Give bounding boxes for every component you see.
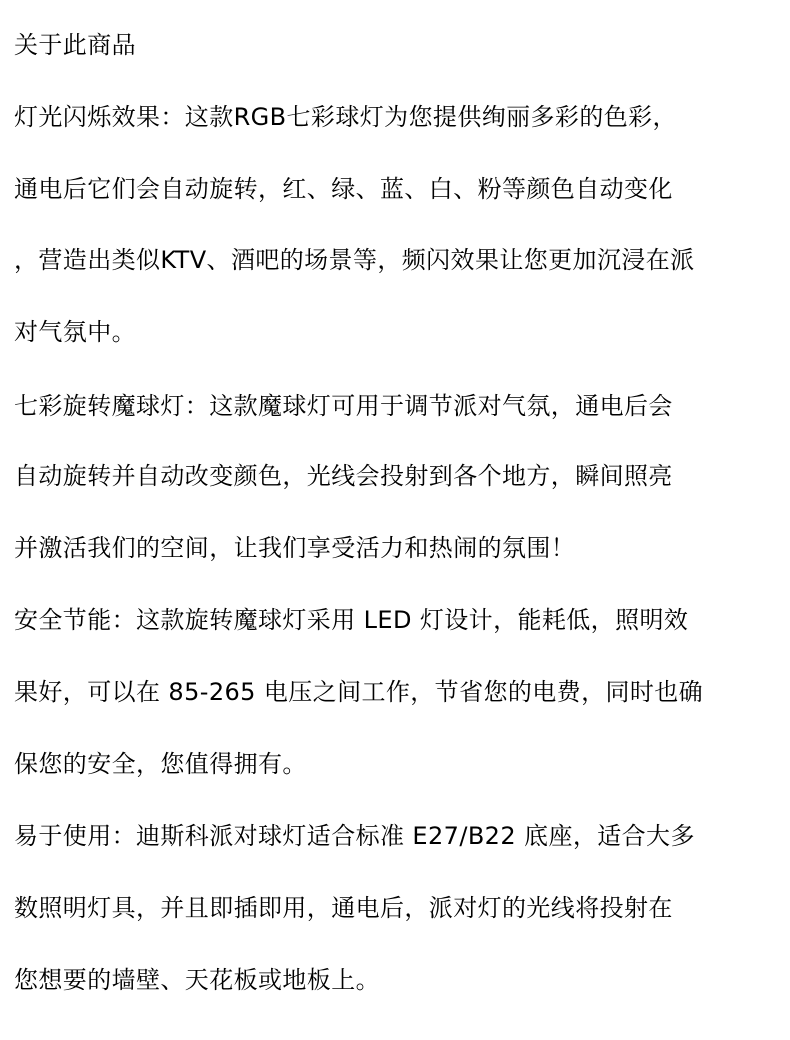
description-line: 通电后它们会自动旋转，红、绿、蓝、白、粉等颜色自动变化: [14, 175, 673, 203]
description-line: 数照明灯具，并且即插即用，通电后，派对灯的光线将投射在: [14, 894, 673, 922]
description-line: 保您的安全，您值得拥有。: [14, 750, 307, 778]
description-line: 您想要的墙壁、天花板或地板上。: [14, 966, 380, 994]
section-heading: 关于此商品: [14, 31, 136, 59]
description-line: 灯光闪烁效果：这款RGB七彩球灯为您提供绚丽多彩的色彩，: [14, 103, 677, 131]
description-line: 果好，可以在 85-265 电压之间工作，节省您的电费，同时也确: [14, 678, 704, 706]
description-line: 并激活我们的空间，让我们享受活力和热闹的氛围！: [14, 534, 576, 562]
description-line: 安全节能：这款旋转魔球灯采用 LED 灯设计，能耗低，照明效: [14, 606, 689, 634]
description-line: 七彩旋转魔球灯：这款魔球灯可用于调节派对气氛，通电后会: [14, 392, 673, 420]
description-line: 对气氛中。: [14, 318, 136, 346]
description-line: 易于使用：迪斯科派对球灯适合标准 E27/B22 底座，适合大多: [14, 822, 695, 850]
description-line: ，营造出类似KTV、酒吧的场景等，频闪效果让您更加沉浸在派: [14, 246, 695, 274]
description-line: 自动旋转并自动改变颜色，光线会投射到各个地方，瞬间照亮: [14, 462, 673, 490]
